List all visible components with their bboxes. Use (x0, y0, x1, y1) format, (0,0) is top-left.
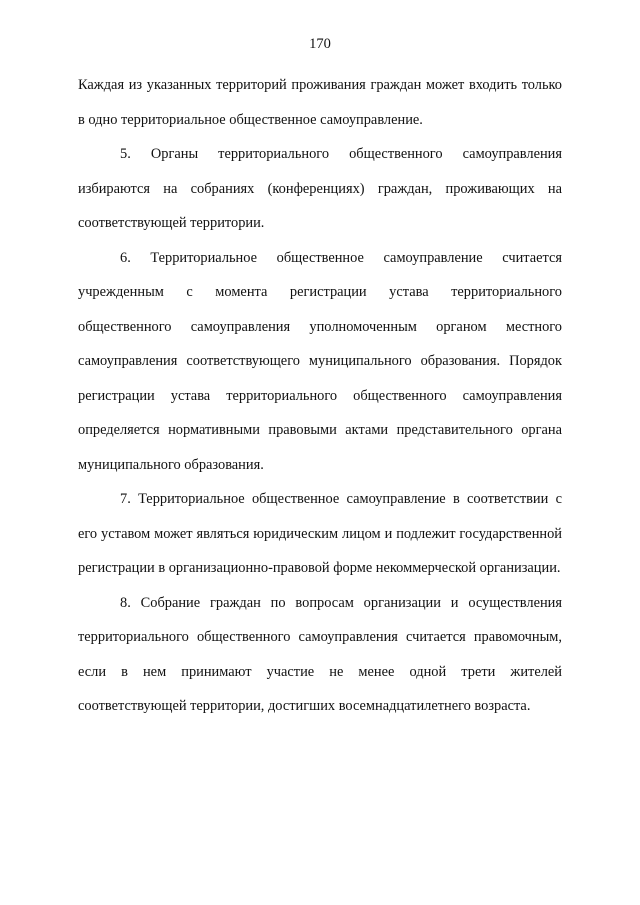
page-number: 170 (309, 36, 331, 52)
document-body (78, 68, 562, 724)
paragraph-item-5: 5. Органы территориального общественного самоуправления избираются на собраниях (конференциях) граждан, проживающих на соответствующей территории. (78, 146, 562, 231)
paragraph-continuation: Каждая из указанных территорий проживания граждан может входить только в одно территориальное общественное самоуправление. (78, 77, 562, 128)
paragraph-item-6: 6. Территориальное общественное самоуправление считается учрежденным с момента регистрации устава территориального общественного самоуправления уполномоченным органом местного самоуправления соответствующего муниципального образования. Порядок регистрации устава территориального общественного самоуправления определяется нормативными правовыми актами представительного органа муниципального образования. (78, 249, 562, 473)
paragraph-item-7: 7. Территориальное общественное самоуправление в соответствии с его уставом может являться юридическим лицом и подлежит государственной регистрации в организационно-правовой форме некоммерческой организации. (78, 491, 562, 576)
paragraph-item-8: 8. Собрание граждан по вопросам организации и осуществления территориального общественного самоуправления считается правомочным, если в нем принимают участие не менее одной трети жителей соответствующей территории, достигших восемнадцатилетнего возраста. (78, 594, 562, 714)
